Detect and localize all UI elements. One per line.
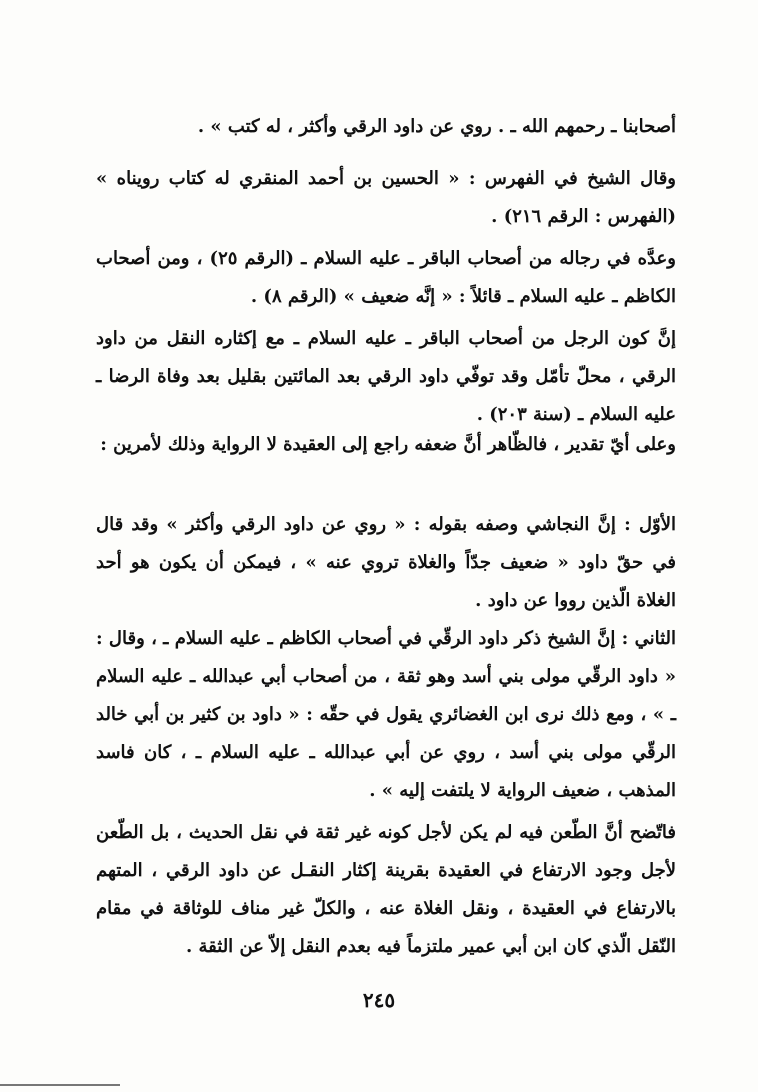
bottom-edge-line (0, 1084, 120, 1086)
paragraph-8: فاتّضح أنَّ الطّعن فيه لم يكن لأجل كونه غير ثقة في نقل الحديث ، بل الطّعن لأجل وجود الارتفاع في العقيدة بقرينة إكثار النقـل عن داود الرقي ، المتهم بالارتفاع في العقيدة ، ونقل الغلاة عنه ، والكلّ غير مناف للوثاقة في مقام النّقل الّذي كان ابن أبي عمير ملتزماً فيه بعدم النقل إلاّ عن الثقة . (96, 822, 676, 957)
paragraph-5: وعلى أيّ تقدير ، فالظّاهر أنَّ ضعفه راجع إلى العقيدة لا الرواية وذلك لأمرين : (100, 434, 676, 455)
paragraph-2: وقال الشيخ في الفهرس : « الحسين بن أحمد المنقري له كتاب رويناه » (الفهرس : الرقم ٢١٦) . (96, 168, 676, 227)
paragraph-3: وعدَّه في رجاله من أصحاب الباقر ـ عليه السلام ـ (الرقم ٢٥) ، ومن أصحاب الكاظم ـ عليه السلام ـ قائلاً : « إنَّه ضعيف » (الرقم ٨) . (96, 248, 676, 307)
paragraph-6: الأوّل : إنَّ النجاشي وصفه بقوله : « روي عن داود الرقي وأكثر » وقد قال في حقّ داود « ضعيف جدّاً والغلاة تروي عنه » ، فيمكن أن يكون هو أحد الغلاة الّذين رووا عن داود . (96, 514, 676, 611)
paragraph-4: إنَّ كون الرجل من أصحاب الباقر ـ عليه السلام ـ مع إكثاره النقل من داود الرقي ، محلّ تأمّل وقد توفّي داود الرقي بعد المائتين بقليل بعد وفاة الرضا ـ عليه السلام ـ (سنة ٢٠٣) . (96, 328, 676, 425)
page-number: ٢٤٥ (362, 988, 396, 1012)
paragraph-1: أصحابنا ـ رحمهم الله ـ . روي عن داود الرقي وأكثر ، له كتب » . (197, 116, 676, 137)
paragraph-7: الثاني : إنَّ الشيخ ذكر داود الرقّي في أصحاب الكاظم ـ عليه السلام ـ ، وقال : « داود الرقّي مولى بني أسد وهو ثقة ، من أصحاب أبي عبدالله ـ عليه السلام ـ » ، ومع ذلك نرى ابن الغضائري يقول في حقّه : « داود بن كثير بن أبي خالد الرقّي مولى بني أسد ، روي عن أبي عبدالله ـ عليه السلام ـ ، كان فاسد المذهب ، ضعيف الرواية لا يلتفت إليه » . (96, 628, 676, 801)
